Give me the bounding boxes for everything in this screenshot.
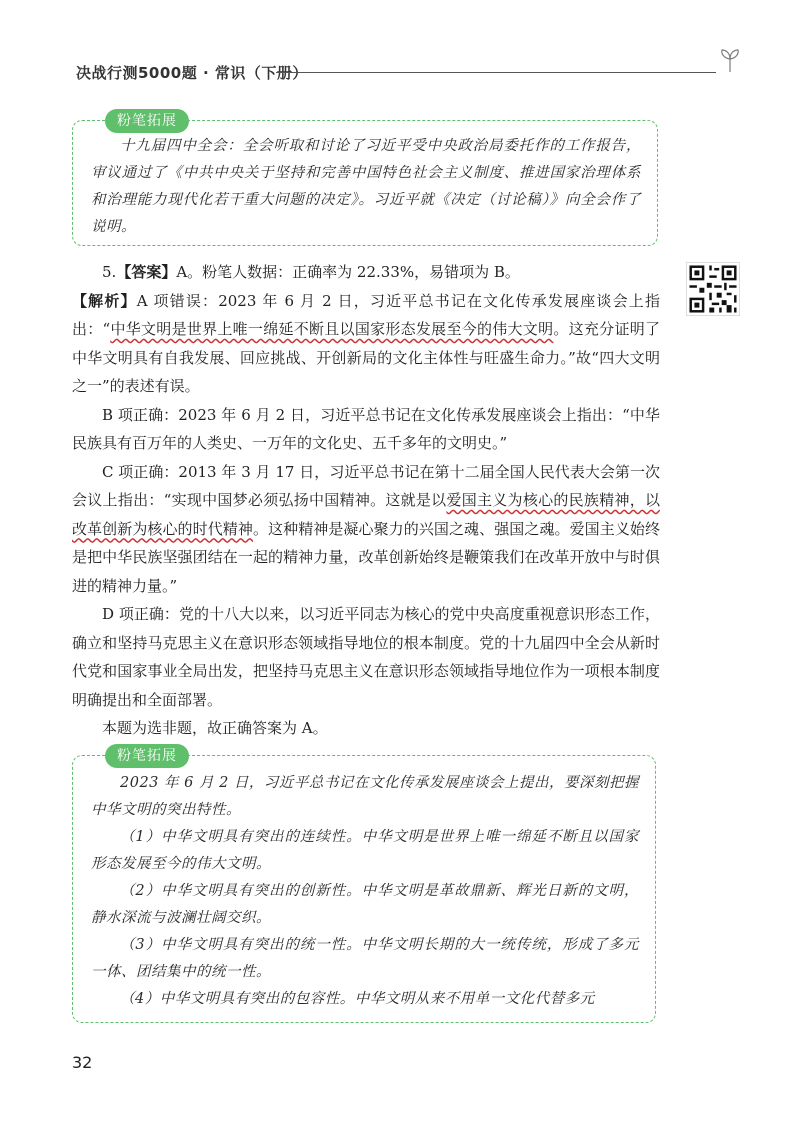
extension-badge: 粉笔拓展	[105, 109, 189, 133]
extension-text	[91, 133, 641, 241]
answer-text: A。粉笔人数据：正确率为 22.33%，易错项为 B。	[176, 263, 520, 281]
analysis-conclusion: 本题为选非题，故正确答案为 A。	[102, 719, 328, 737]
underlined-quote: 中华文明是世界上唯一绵延不断且以国家形态发展至今的伟大文明	[110, 320, 554, 338]
question-number: 5.	[102, 263, 117, 281]
extension-paragraph: 2023 年 6 月 2 日，习近平总书记在文化传承发展座谈会上提出，要深刻把握中华文明的突出特性。	[91, 775, 639, 818]
running-header	[76, 62, 740, 86]
extension-badge: 粉笔拓展	[105, 744, 189, 768]
analysis-option-c: C 项正确：2013 年 3 月 17 日，习近平总书记在第十二届全国人民代表大会第一次会议上指出：“实现中国梦必须弘扬中国精神。这就是以爱国主义为核心的民族精神，以改革创新为核心的时代精神。这种精神是凝心聚力的兴国之魂、强国之魂。爱国主义始终是把中华民族坚强团结在一起的精神力量，改革创新始终是鞭策我们在改革开放中与时俱进的精神力量。”	[72, 462, 660, 595]
analysis-option-d: D 项正确：党的十八大以来，以习近平同志为核心的党中央高度重视意识形态工作，确立和坚持马克思主义在意识形态领域指导地位的根本制度。党的十九届四中全会从新时代党和国家事业全局出发，把坚持马克思主义在意识形态领域指导地位作为一项根本制度明确提出和全面部署。	[72, 605, 660, 709]
header-title: 决战行测5000题 · 常识（下册）	[76, 64, 308, 82]
extension-box	[72, 748, 656, 1023]
answer-line	[72, 258, 660, 287]
extension-paragraph: 十九届四中全会：全会听取和讨论了习近平受中央政治局委托作的工作报告，审议通过了《中共中央关于坚持和完善中国特色社会主义制度、推进国家治理体系和治理能力现代化若干重大问题的决定》。习近平就《决定（讨论稿）》向全会作了说明。	[91, 138, 641, 235]
extension-list-item: （3）中华文明具有突出的统一性。中华文明长期的大一统传统，形成了多元一体、团结集中的统一性。	[91, 937, 639, 980]
analysis-option-b: B 项正确：2023 年 6 月 2 日，习近平总书记在文化传承发展座谈会上指出：“中华民族具有百万年的人类史、一万年的文化史、五千多年的文明史。”	[72, 405, 660, 452]
sprout-icon	[716, 46, 744, 74]
analysis-label: 【解析】	[72, 291, 137, 310]
qr-code-icon[interactable]	[686, 262, 740, 316]
extension-list-item: （2）中华文明具有突出的创新性。中华文明是革故鼎新、辉光日新的文明，静水深流与波澜壮阔交织。	[91, 883, 639, 926]
extension-list-item: （4）中华文明具有突出的包容性。中华文明从来不用单一文化代替多元	[120, 991, 595, 1007]
header-rule	[276, 72, 716, 73]
extension-list-item: （1）中华文明具有突出的连续性。中华文明是世界上唯一绵延不断且以国家形态发展至今的伟大文明。	[91, 829, 639, 872]
page-number: 32	[72, 1053, 93, 1072]
extension-box	[72, 113, 658, 246]
answer-analysis	[72, 258, 660, 743]
answer-label: 【答案】	[116, 263, 177, 281]
extension-text	[91, 770, 639, 1013]
analysis-option-a: 【解析】A 项错误：2023 年 6 月 2 日，习近平总书记在文化传承发展座谈会上指出：“中华文明是世界上唯一绵延不断且以国家形态发展至今的伟大文明。这充分证明了中华文明具有自我发展、回应挑战、开创新局的文化主体性与旺盛生命力。”故“四大文明之一”的表述有误。	[72, 291, 660, 395]
underlined-quote: 爱国主义为核心的民族精神，以改革创新为核心的时代精神	[72, 491, 660, 538]
